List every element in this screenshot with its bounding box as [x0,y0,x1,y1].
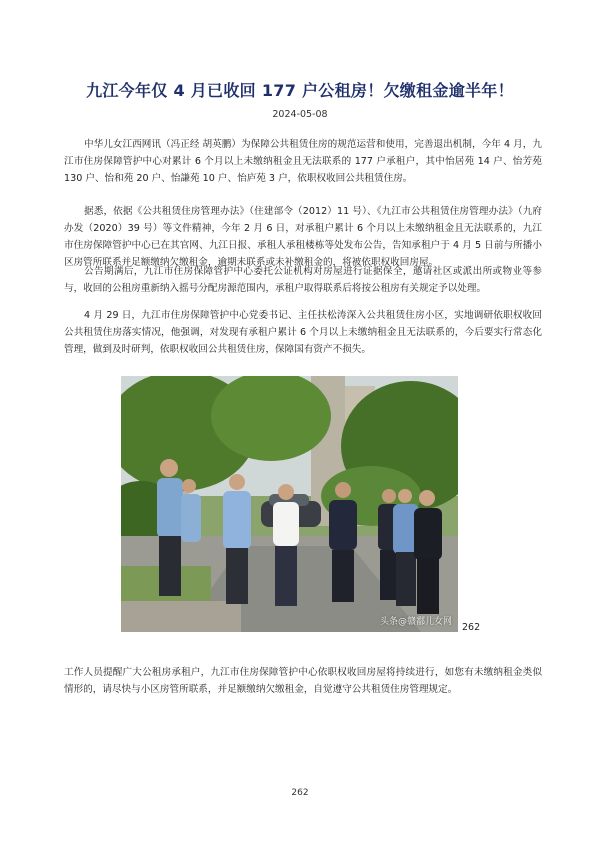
paragraph-2: 据悉，依据《公共租赁住房管理办法》（住建部令（2012）11 号）、《九江市公共租赁住房管理办法》（九府办发（2020）39 号）等文件精神，今年 2 月 6 日，对承租户累计 6 个月以上未缴纳租金且无法联系的，九江市住房保障管护中心已在其官网、九江日报、承租人承租楼栋等处发布公告，告知承租户于 4 月 5 日前与所播小区房管所联系并足额缴纳欠缴租金，逾期未联系或未补缴租金的，将被依职权收回房屋。 [64,206,542,268]
article-photo [121,376,458,632]
page-number: 262 [291,788,309,798]
photo-number: 262 [462,622,481,633]
photo-illustration [121,376,458,632]
paragraph-4: 4 月 29 日，九江市住房保障管护中心党委书记、主任扶松涛深入公共租赁住房小区，实地调研依职权收回公共租赁住房落实情况，他强调，对发现有承租户累计 6 个月以上未缴纳租金且无法联系的，今后要实行常态化管理，做到及时研判，依职权收回公共租赁住房，保障国有资产不损失。 [64,310,542,355]
article-date: 2024-05-08 [272,109,328,120]
paragraph-3: 公告期满后，九江市住房保障管护中心委托公证机构对房屋进行证据保全，邀请社区或派出所或物业等参与，收回的公租房重新纳入摇号分配房源范围内，承租户取得联系后将按公租房有关规定予以处理。 [64,266,542,294]
photo-watermark: 头条@赣鄱儿女网 [379,617,452,627]
paragraph-5: 工作人员提醒广大公租房承租户，九江市住房保障管护中心依职权收回房屋将持续进行，如您有未缴纳租金类似情形的，请尽快与小区房管所联系，并足额缴纳欠缴租金，自觉遵守公共租赁住房管理规定。 [64,667,542,695]
article-title: 九江今年仅 4 月已收回 177 户公租房！欠缴租金逾半年！ [86,81,514,100]
paragraph-1: 中华儿女江西网讯（冯正经 胡英鹏）为保障公共租赁住房的规范运营和使用，完善退出机制，今年 4 月，九江市住房保障管护中心对累计 6 个月以上未缴纳租金且无法联系的 177 户承租户，其中怡居苑 14 户、怡芳苑 130 户、怡和苑 20 户、怡謙苑 10 户、怡庐苑 3 户，依职权收回公共租赁住房。 [64,139,542,184]
